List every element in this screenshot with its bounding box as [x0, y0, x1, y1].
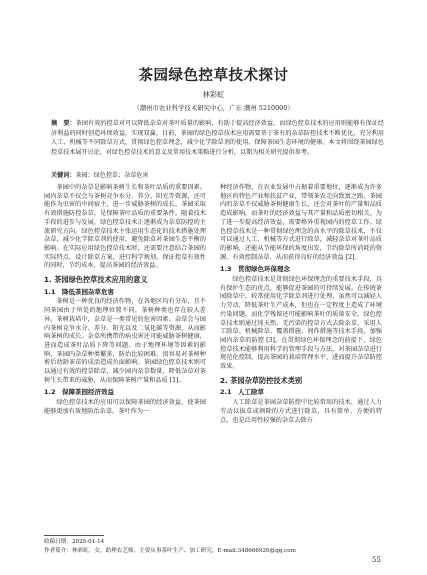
abstract: [51, 119, 384, 157]
section-1-1-paragraph: 茶树是一种优良的经济作物，在各地区均有分布，且不同茶园由于所处的地理位置不同，茶树种类也存在较大差异。茶树栽培中，杂草是一类常见的危害因素。杂草会与园内茶树竞争水分、养分、阳光以及二氧化碳等资源，从而影响茶树的成长。杂草所携带的病虫害还可能威胁茶树健康，进而造成茶叶品质下降等问题。由于地理环境等因素的影响，茶园内杂草种类繁多，防治比较困难。很容易对茶树种剪后幼龄茶苗的成活造成负面影响。茶园绿色控草技术则可以通过有效的控草除草，减少园内杂草数量，降低杂草对茶树生长带来的威胁，从而保障茶树产量和品质 [1]。: [44, 298, 206, 384]
section-1-2-continued: 种经济作物，在农业发展中占据着重要地位，逐渐成为许多地区的特色产业和扶贫产业，带领茶农走向致富之路。茶园内的杂草不仅威胁茶树健康生长，还会对茶叶的产量和品质造成影响，而茶叶的经济效益与其产量和品质密切相关。为了进一步提高经济效益，需要格外重视园内的控草工作。绿色控草技术是一种贯彻绿色理念的高水平的除草技术，不仅可以通过人工、机械等方式进行除草，减轻杂草对茶叶品质的影响，还能从节能环保的角度出发，节约除草所消耗的资源，有效控制杂草，从而获得良好的经济效益 [2]。: [220, 184, 382, 261]
author-name: 林彩虹: [202, 90, 225, 99]
subsection-heading-2-1: 2.1 人工除草: [220, 388, 265, 397]
abstract-label: 摘 要：: [51, 120, 76, 127]
left-column: [44, 184, 206, 417]
page-number: 55: [372, 556, 381, 564]
intro-paragraph: 茶园中的杂草是影响茶树生长和茶叶品质的重要因素。园内杂草不仅会与茶树竞争水分、养分、阳光等资源，还可能作为虫害的中间宿主，进一步威胁茶树的成长。茶园采取有效措施防控杂草，是保障茶叶品质的重要条件。随着技术手段的进步与发展，绿色控草技术正逐渐成为杂草防控的主流研究方向。绿色控草技术主张运用生态化的技术措施处理杂草，减少化学除草剂的使用，避免除草对茶园生态平衡的影响。在实际应用绿色控草技术时，还需要注意结合茶园的实际特点，设计除草方案，进行科学规划，保证控草有效性的同时，节约成本，提高茶园的经济效益。: [44, 184, 206, 270]
section-1-3-paragraph: 绿色控草技术是贯彻绿色环保理念的重要技术手段，具有保护生态的优点，能够促进茶园的可持续发展。在传统茶园除草中，较常使用化学除草剂进行处理，虽然可以减轻人力劳动，降低茶叶生产成本，但也在一定程度上造成了环境污染问题，而化学残留还可能影响茶叶的质量安全。绿色控草技术则通过纯天然、无污染的控草方式去除杂草，采用人工除草、机械除草、覆盖措施、间作措施等技术手段，加强园内杂草的防控 [3]。在贯彻绿色环保理念的前提下，绿色控草技术能够利用科学的管理手段与方法，对茶园杂草进行规范化控制，提高茶园的栽培管理水平，进而提升杂草防控效果。: [220, 276, 382, 371]
section-heading-1: 1. 茶园绿色控草技术应用的意义: [44, 275, 148, 285]
keywords-text: 茶园；绿色控草；杂草危害: [75, 172, 149, 179]
footnote-received-date: 收稿日期：2025-01-14: [44, 539, 105, 545]
paper-title: 茶园绿色控草技术探讨: [138, 68, 289, 84]
keywords: [51, 170, 384, 179]
section-heading-2: 2. 茶园杂草防控技术类别: [220, 375, 303, 385]
abstract-text: 茶园有效的控草对可以降低杂草对茶叶质量的影响，有助于提高经济效益。而绿色控草技术的应用则能够有保证经济利益的同时创造环保效益，实现双赢。目前，茶园的绿色控草技术应用需要基于茶有的杂草防控技术不断优化，充分利用人工、机械等不同除草方式，贯彻绿色控草理念，减少化学除草剂的使用，保障茶园生态环境的健康。本文将围绕茶园绿色控草技术展开讨论，对绿色控草技术的意义及常用技术策略进行分析，以期为相关研究提供参考。: [51, 120, 385, 156]
author-affiliation: （潮州市农业科学技术研究中心，广东 潮州 5210000）: [133, 104, 294, 112]
footnote-rule: [44, 535, 104, 536]
subsection-heading-1-3: 1.3 贯彻绿色环保理念: [220, 265, 291, 274]
section-1-2-paragraph: 绿色控草技术的应用可以保障茶园的经济效益，使茶园能够更加有效地防治杂草。茶叶作为一: [44, 399, 206, 415]
keywords-label: 关键词：: [51, 172, 76, 179]
right-column: [220, 184, 382, 425]
footnote-author-bio: 作者简介：林彩虹，女，助理农艺师，主要从事茶叶生产、加工研究，E-mail:348666926@qq.com: [44, 548, 296, 554]
subsection-heading-1-1: 1.1 降低茶园杂草危害: [44, 287, 115, 296]
subsection-heading-1-2: 1.2 保障茶园经济效益: [44, 388, 115, 397]
section-2-1-paragraph: 人工除草是茶园杂草防控中比较常用的技术，通过人力劳动以拔草或割除的方式进行除草，具有简单、方便的特点，也是泛用性较强的杂草去除方: [220, 399, 382, 424]
